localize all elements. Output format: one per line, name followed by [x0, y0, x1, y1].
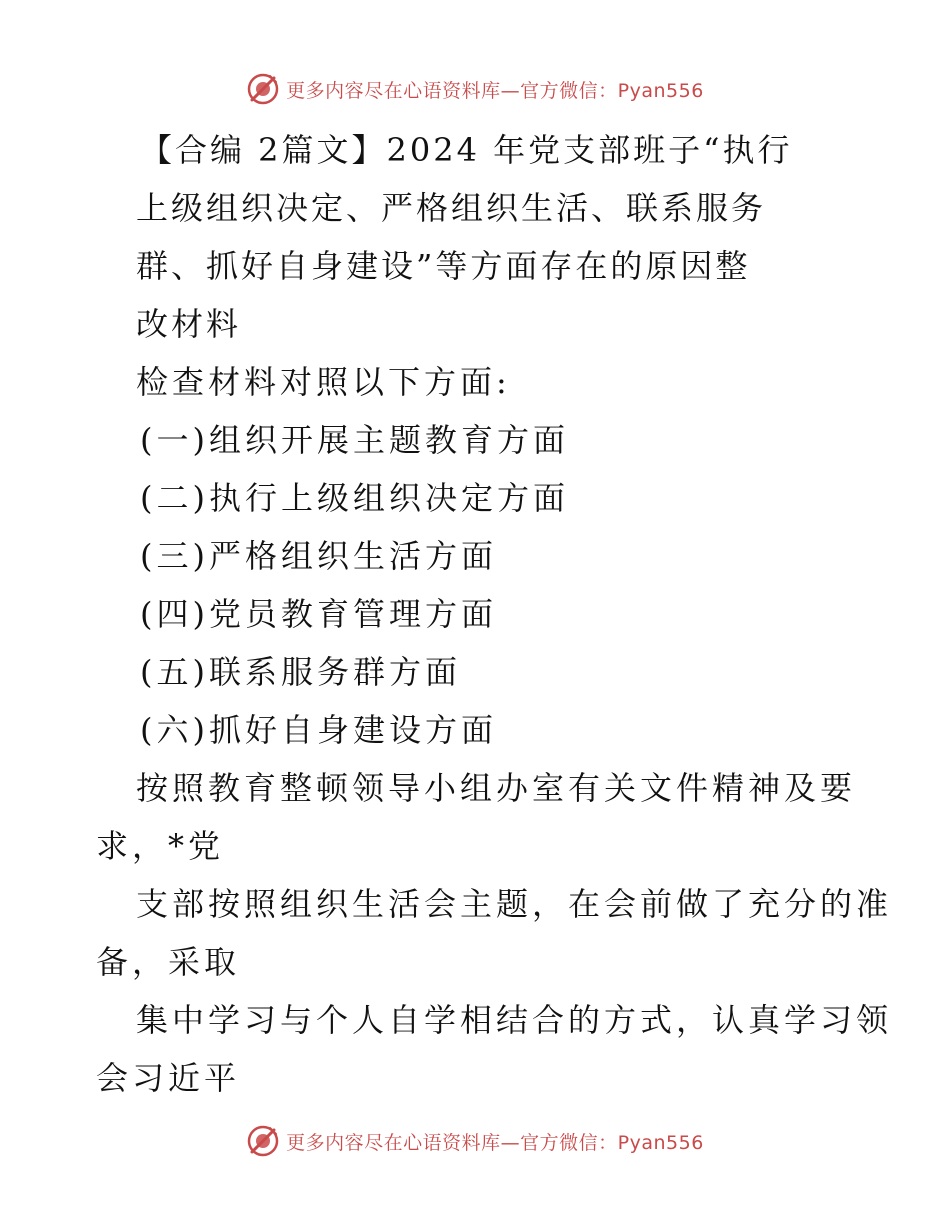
header-watermark-banner: [0, 72, 950, 106]
aspect-item-5: (五)联系服务群方面: [140, 653, 461, 691]
watermark-text: 更多内容尽在心语资料库—官方微信：Pyan556: [286, 1131, 704, 1154]
brand-logo-icon: [246, 72, 280, 106]
watermark-text: 更多内容尽在心语资料库—官方微信：Pyan556: [286, 79, 704, 102]
brand-logo-icon: [246, 1124, 280, 1158]
body-line-1: 按照教育整顿领导小组办室有关文件精神及要: [136, 769, 857, 807]
aspect-item-4: (四)党员教育管理方面: [140, 595, 497, 633]
intro-paragraph: 检查材料对照以下方面:: [136, 363, 511, 401]
aspect-item-2: (二)执行上级组织决定方面: [140, 479, 569, 517]
document-title-line-1: 【合编 2篇文】2024 年党支部班子“执行: [140, 131, 793, 169]
document-title-line-3: 群、抓好自身建设”等方面存在的原因整: [136, 247, 751, 285]
aspect-item-6: (六)抓好自身建设方面: [140, 711, 497, 749]
body-line-6: 会习近平: [96, 1059, 241, 1097]
body-line-2: 求，*党: [96, 827, 225, 865]
document-title-line-4: 改材料: [136, 305, 242, 343]
aspect-item-3: (三)严格组织生活方面: [140, 537, 497, 575]
document-title-line-2: 上级组织决定、严格组织生活、联系服务: [136, 189, 767, 227]
body-line-3: 支部按照组织生活会主题，在会前做了充分的准: [136, 885, 893, 923]
body-line-5: 集中学习与个人自学相结合的方式，认真学习领: [136, 1001, 893, 1039]
aspect-item-1: (一)组织开展主题教育方面: [140, 421, 569, 459]
body-line-4: 备，采取: [96, 943, 241, 981]
footer-watermark-banner: [0, 1124, 950, 1158]
